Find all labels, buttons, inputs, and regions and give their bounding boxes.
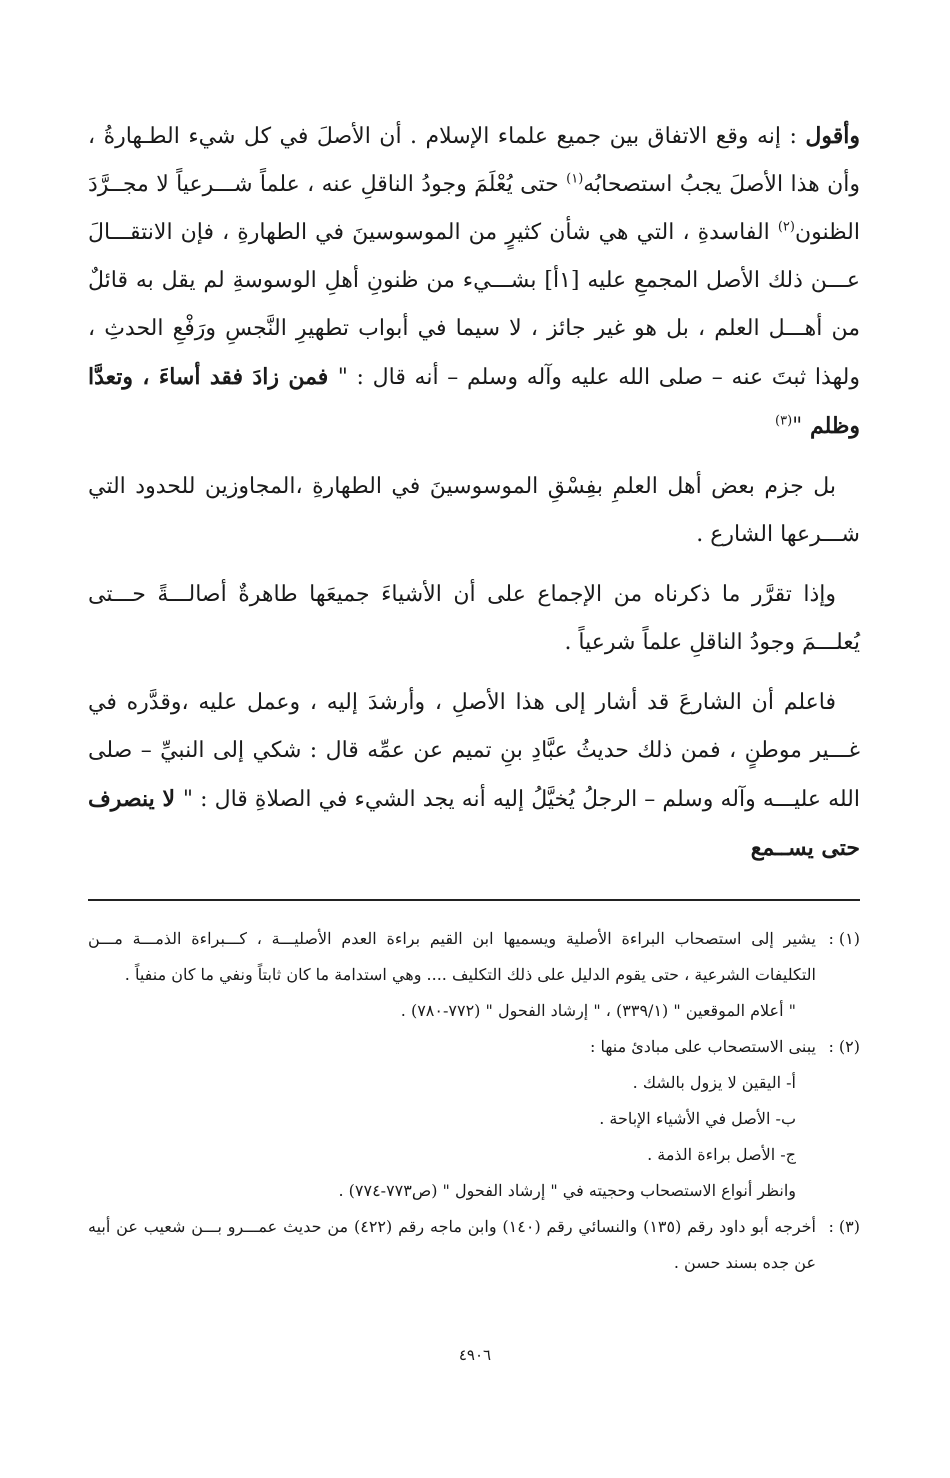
footnote-1 xyxy=(88,921,860,993)
document-page xyxy=(88,112,860,1281)
footnote-3-text: أخرجه أبو داود رقم (١٣٥) والنسائي رقم (١٤٠) وابن ماجه رقم (٤٢٢) من حديث عمـــرو بـــن شعيب عن أبيه عن جده بسند حسن . xyxy=(88,1217,817,1272)
page-number: ٤٩٠٦ xyxy=(458,1346,492,1364)
footnote-2-text: يبنى الاستصحاب على مبادئ منها : xyxy=(590,1037,816,1056)
footnote-2-reference: وانظر أنواع الاستصحاب وحجيته في " إرشاد الفحول " (ص٧٧٣-٧٧٤) . xyxy=(338,1181,796,1200)
footnote-1-text: يشير إلى استصحاب البراءة الأصلية ويسميها ابن القيم براءة العدم الأصليـــة ، كـــبراءة الذمـــة مـــن التكليفات الشرعية ، حتى يقوم الدليل على ذلك التكليف .... وهي استدامة ما كان ثابتاً ونفي ما كان منفياً . xyxy=(88,929,816,984)
quote-close-1: " xyxy=(792,414,803,439)
footnotes xyxy=(88,921,860,1281)
footnote-ref-2[interactable]: (٢) xyxy=(777,219,795,235)
hadith-quote-2: لا ينصرف حتى يســمع xyxy=(88,786,860,861)
footnote-2-item-a: أ- اليقين لا يزول بالشك . xyxy=(632,1073,796,1092)
footnote-ref-3[interactable]: (٣) xyxy=(775,413,793,429)
footnote-2 xyxy=(88,1029,860,1065)
paragraph-4-part-1: فاعلم أن الشارعَ قد أشار إلى هذا الأصلِ ، وأرشدَ إليه ، وعمل عليه ،وقدَّره في غـــير موطنٍ ، فمن ذلك حديثُ عبَّادِ بنِ تميم عن عمِّه قال : شكي إلى النبيِّ – صلى الله عليـــه وآله وسلم – الرجلُ يُخيَّلُ إليه أنه يجد الشيء في الصلاةِ قال : " xyxy=(88,690,860,812)
lead-word: وأقول xyxy=(805,123,860,149)
paragraph-2: بل جزم بعض أهل العلمِ بفِسْقِ الموسوسينَ في الطهارةِ ،المجاوزين للحدود التي شـــرعها الشارع . xyxy=(88,474,860,547)
paragraph-1-part-3: الفاسدةِ ، التي هي شأن كثيرٍ من الموسوسينَ في الطهارةِ ، فإن الانتقـــالَ عـــن ذلك الأصل المجمعِ عليه [١أ] بشـــيء من ظنونِ أهلِ الوسوسةِ لم يقل به قائلٌ من أهـــل العلم ، بل هو غير جائز ، لا سيما في أبواب تطهيرِ النَّجسِ ورَفْعِ الحدثِ ، ولهذا ثبتَ عنه – صلى الله عليه وآله وسلم – أنه قال : " xyxy=(88,220,860,390)
paragraph-4 xyxy=(88,679,860,873)
footnote-1-number: (١) : xyxy=(828,929,860,948)
paragraph-1-part-1: : إنه وقع الاتفاق بين جميع علماء الإسلام . أن الأصلَ في كل شيء الطـهارةُ ، وأن هذا الأصلَ يجبُ استصحابُه xyxy=(88,124,861,197)
footnote-2-item-c: ج- الأصل براءة الذمة . xyxy=(647,1145,796,1164)
footnote-3-number: (٣) : xyxy=(828,1217,860,1236)
footnote-ref-1[interactable]: (١) xyxy=(566,171,584,187)
paragraph-1 xyxy=(88,112,860,451)
main-text xyxy=(88,112,860,873)
hadith-quote-1: فمن زادَ فقد أساءَ ، وتعدَّا وظلم xyxy=(88,364,860,439)
footnote-2-number: (٢) : xyxy=(828,1037,860,1056)
footnote-1-reference: " أعلام الموقعين " (٣٣٩/١) ، " إرشاد الفحول " (٧٧٢-٧٨٠) . xyxy=(400,1001,796,1020)
footnote-separator xyxy=(88,899,860,901)
paragraph-1-part-2: حتى يُعْلَمَ وجودُ الناقلِ عنه ، علماً شـــرعياً لا مجــرَّدَ الظنون xyxy=(88,172,860,245)
paragraph-3: وإذا تقرَّر ما ذكرناه من الإجماع على أن الأشياءَ جميعَها طاهرةٌ أصالـــةً حـــتى يُعلـــمَ وجودُ الناقلِ علماً شرعياً . xyxy=(88,582,860,655)
footnote-2-item-b: ب- الأصل في الأشياء الإباحة . xyxy=(599,1109,796,1128)
footnote-3 xyxy=(88,1209,860,1281)
